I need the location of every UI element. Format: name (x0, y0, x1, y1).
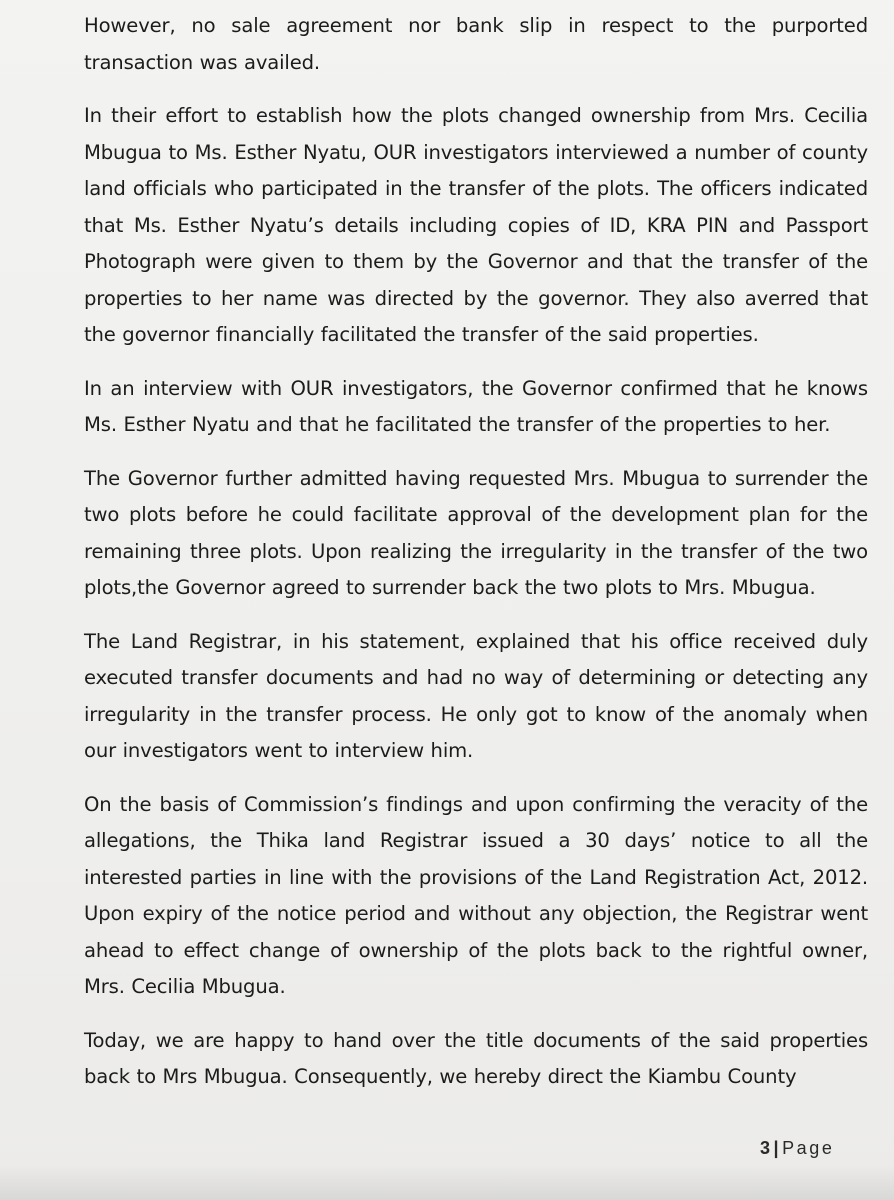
document-body (84, 8, 868, 1113)
paragraph-commission-findings: On the basis of Commission’s findings and upon confirming the veracity of the allegations, the Thika land Registrar issued a 30 days’ notice to all the interested parties in line with the provisions of the Land Registration Act, 2012. Upon expiry of the notice period and without any objection, the Registrar went ahead to effect change of ownership of the plots back to the rightful owner, Mrs. Cecilia Mbugua. (84, 792, 868, 998)
page-number: 3 (760, 1138, 772, 1158)
paragraph-governor-interview: In an interview with OUR investigators, the Governor confirmed that he knows Ms. Esther Nyatu and that he facilitated the transfer of the properties to her. (84, 376, 868, 436)
paragraph-land-registrar: The Land Registrar, in his statement, explained that his office received duly executed transfer documents and had no way of determining or detecting any irregularity in the transfer process. He only got to know of the anomaly when our investigators went to interview him. (84, 629, 868, 762)
page-footer (760, 1138, 835, 1159)
paragraph-handover: Today, we are happy to hand over the title documents of the said properties back to Mrs Mbugua. Consequently, we hereby direct the Kiambu County (84, 1028, 868, 1088)
paragraph-governor-admission: The Governor further admitted having requested Mrs. Mbugua to surrender the two plots before he could facilitate approval of the development plan for the remaining three plots. Upon realizing the irregularity in the transfer of the two plots,the Governor agreed to surrender back the two plots to Mrs. Mbugua. (84, 466, 868, 599)
paragraph-sale-agreement: However, no sale agreement nor bank slip in respect to the purported transaction was availed. (84, 14, 868, 74)
paragraph-ownership-change: In their effort to establish how the plots changed ownership from Mrs. Cecilia Mbugua to Ms. Esther Nyatu, OUR investigators interviewed a number of county land officials who participated in the transfer of the plots. The officers indicated that Ms. Esther Nyatu’s details including copies of ID, KRA PIN and Passport Photograph were given to them by the Governor and that the transfer of the properties to her name was directed by the governor. They also averred that the governor financially facilitated the transfer of the said properties. (84, 104, 868, 346)
scan-shadow (0, 1164, 894, 1200)
page-separator: | (773, 1138, 781, 1158)
page-label: Page (782, 1138, 835, 1158)
